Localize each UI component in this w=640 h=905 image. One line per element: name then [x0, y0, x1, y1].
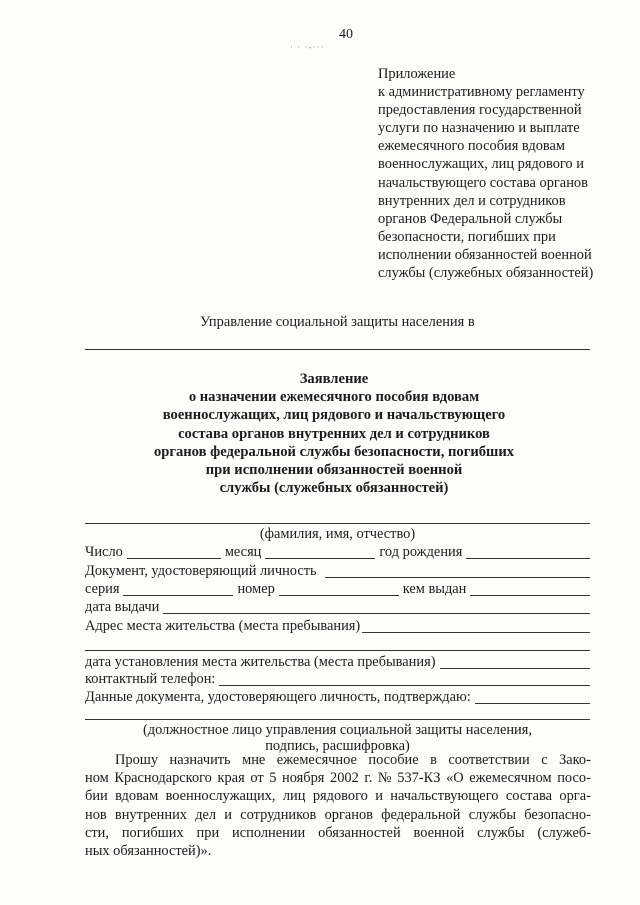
word: и [224, 806, 232, 823]
title-heading: Заявление [299, 371, 369, 387]
appendix-line: органов Федеральной службы [378, 210, 563, 227]
paragraph-line [85, 824, 591, 842]
word: (служеб- [537, 824, 591, 841]
issue-date-field[interactable] [163, 600, 590, 614]
appendix-line: службы (служебных обязанностей) [378, 265, 594, 282]
address-date-field[interactable] [440, 655, 591, 669]
month-field[interactable] [265, 545, 375, 559]
word: внутренних [114, 806, 187, 823]
confirm-row [85, 688, 590, 706]
word: назначить [169, 752, 231, 768]
word: мне [242, 752, 266, 768]
word: посо- [557, 770, 591, 787]
word: 537-КЗ [397, 770, 441, 787]
birth-year-label: год рождения [379, 544, 463, 560]
word: ежемесячном [469, 770, 552, 787]
word: ноября [282, 770, 325, 787]
appendix-line: ежемесячного пособия вдовам [378, 138, 565, 155]
scan-mark: · · ·-··· [290, 42, 325, 52]
word: соответствии [448, 752, 530, 768]
id-document-field[interactable] [325, 564, 590, 578]
word: Краснодарского [114, 770, 212, 787]
word: с [541, 752, 548, 768]
word: бии [85, 788, 108, 805]
title-line: при исполнении обязанностей военной [205, 462, 463, 479]
day-label: Число [85, 544, 123, 560]
appendix-line: начальствующего состава органов [378, 174, 588, 191]
word: органов [324, 806, 373, 823]
phone-field[interactable] [219, 672, 590, 686]
appendix-header [378, 65, 628, 282]
word: пособие [368, 752, 419, 768]
fio-caption: (фамилия, имя, отчество) [259, 526, 416, 542]
id-document-row [85, 562, 590, 580]
word: № [377, 770, 392, 787]
word: 5 [269, 770, 277, 787]
title-line: военнослужащих, лиц рядового и начальствующего [162, 407, 506, 424]
paragraph-line [85, 806, 591, 824]
word: орга- [559, 788, 591, 805]
word: при [196, 824, 220, 841]
word: сотрудников [240, 806, 317, 823]
title-line: о назначении ежемесячного пособия вдовам [188, 389, 480, 406]
appendix-line: к административному регламенту [378, 84, 585, 101]
word: Зако- [559, 752, 591, 768]
paragraph-line [85, 787, 591, 805]
issue-date-label: дата выдачи [85, 599, 160, 615]
word: состава [505, 788, 553, 805]
word: края [217, 770, 245, 787]
application-title [100, 370, 568, 497]
appendix-line: услуги по назначению и выплате [378, 120, 580, 137]
word: от [250, 770, 264, 787]
paragraph-line [85, 751, 591, 769]
paragraph-line [85, 769, 591, 787]
phone-row [85, 670, 590, 688]
word: федеральной [381, 806, 461, 823]
confirm-label: Данные документа, удостоверяющего личность, подтверждаю: [85, 689, 471, 705]
word: в [430, 752, 437, 768]
birth-year-field[interactable] [466, 545, 590, 559]
day-field[interactable] [127, 545, 221, 559]
word: военной [413, 824, 465, 841]
word: службы [468, 806, 517, 823]
word: начальствующего [390, 788, 499, 805]
department-label: Управление социальной защиты населения в [200, 314, 475, 330]
title-line: органов федеральной службы безопасности, погибших [153, 443, 515, 460]
address-date-label: дата установления места жительства (места пребывания) [85, 654, 436, 670]
official-signature-line[interactable] [85, 719, 590, 720]
official-caption-1: (должностное лицо управления социальной защиты населения, [143, 722, 532, 738]
word: обязанностей [318, 824, 401, 841]
appendix-line: Приложение [378, 66, 456, 82]
title-line: службы (служебных обязанностей) [219, 480, 449, 497]
appendix-line: исполнении обязанностей военной [378, 246, 592, 263]
word: сти, [85, 824, 109, 841]
title-line: состава органов внутренних дел и сотрудников [178, 425, 490, 442]
paragraph-line [85, 842, 591, 860]
word: погибших [121, 824, 184, 841]
word: «О [446, 770, 464, 787]
word: дел [195, 806, 217, 823]
address-label: Адрес места жительства (места пребывания) [85, 618, 361, 634]
word: рядового [312, 788, 368, 805]
number-field[interactable] [279, 582, 399, 596]
word: ном [85, 770, 109, 787]
word: 2002 [330, 770, 359, 787]
phone-label: контактный телефон: [85, 671, 216, 687]
word: ных обязанностей)». [85, 843, 212, 860]
appendix-line: предоставления государственной [378, 102, 582, 119]
appendix-line: военнослужащих, лиц рядового и [378, 156, 584, 173]
request-paragraph [85, 751, 591, 860]
birth-date-row [85, 543, 590, 561]
word: вдовам [115, 788, 159, 805]
series-label: серия [85, 581, 120, 597]
word: нов [85, 806, 107, 823]
id-document-label: Документ, удостоверяющий личность [85, 563, 317, 579]
fio-blank-line[interactable] [85, 523, 590, 524]
word: безопасно- [524, 806, 591, 823]
issued-by-label: кем выдан [402, 581, 467, 597]
series-field[interactable] [123, 582, 233, 596]
word: лиц [282, 788, 306, 805]
word: военнослужащих, [165, 788, 276, 805]
word: г. [364, 770, 373, 787]
address-date-row [85, 653, 590, 671]
address-field-continued[interactable] [85, 650, 590, 651]
appendix-line: безопасности, погибших при [378, 228, 556, 245]
number-label: номер [237, 581, 275, 597]
month-label: месяц [224, 544, 262, 560]
department-blank-line[interactable] [85, 349, 590, 350]
confirm-field[interactable] [475, 690, 590, 704]
issued-by-field[interactable] [470, 582, 590, 596]
word: службы [477, 824, 525, 841]
passport-row [85, 580, 590, 598]
word: Прошу [115, 752, 159, 768]
page-number: 40 [339, 27, 353, 42]
word: и [375, 788, 383, 805]
address-field[interactable] [362, 619, 590, 633]
appendix-line: внутренних дел и сотрудников [378, 192, 566, 209]
issue-date-row [85, 598, 590, 616]
word: ежемесячное [276, 752, 357, 768]
official-caption-2: подпись, расшифровка) [265, 738, 410, 754]
address-row [85, 617, 590, 635]
word: исполнении [232, 824, 306, 841]
